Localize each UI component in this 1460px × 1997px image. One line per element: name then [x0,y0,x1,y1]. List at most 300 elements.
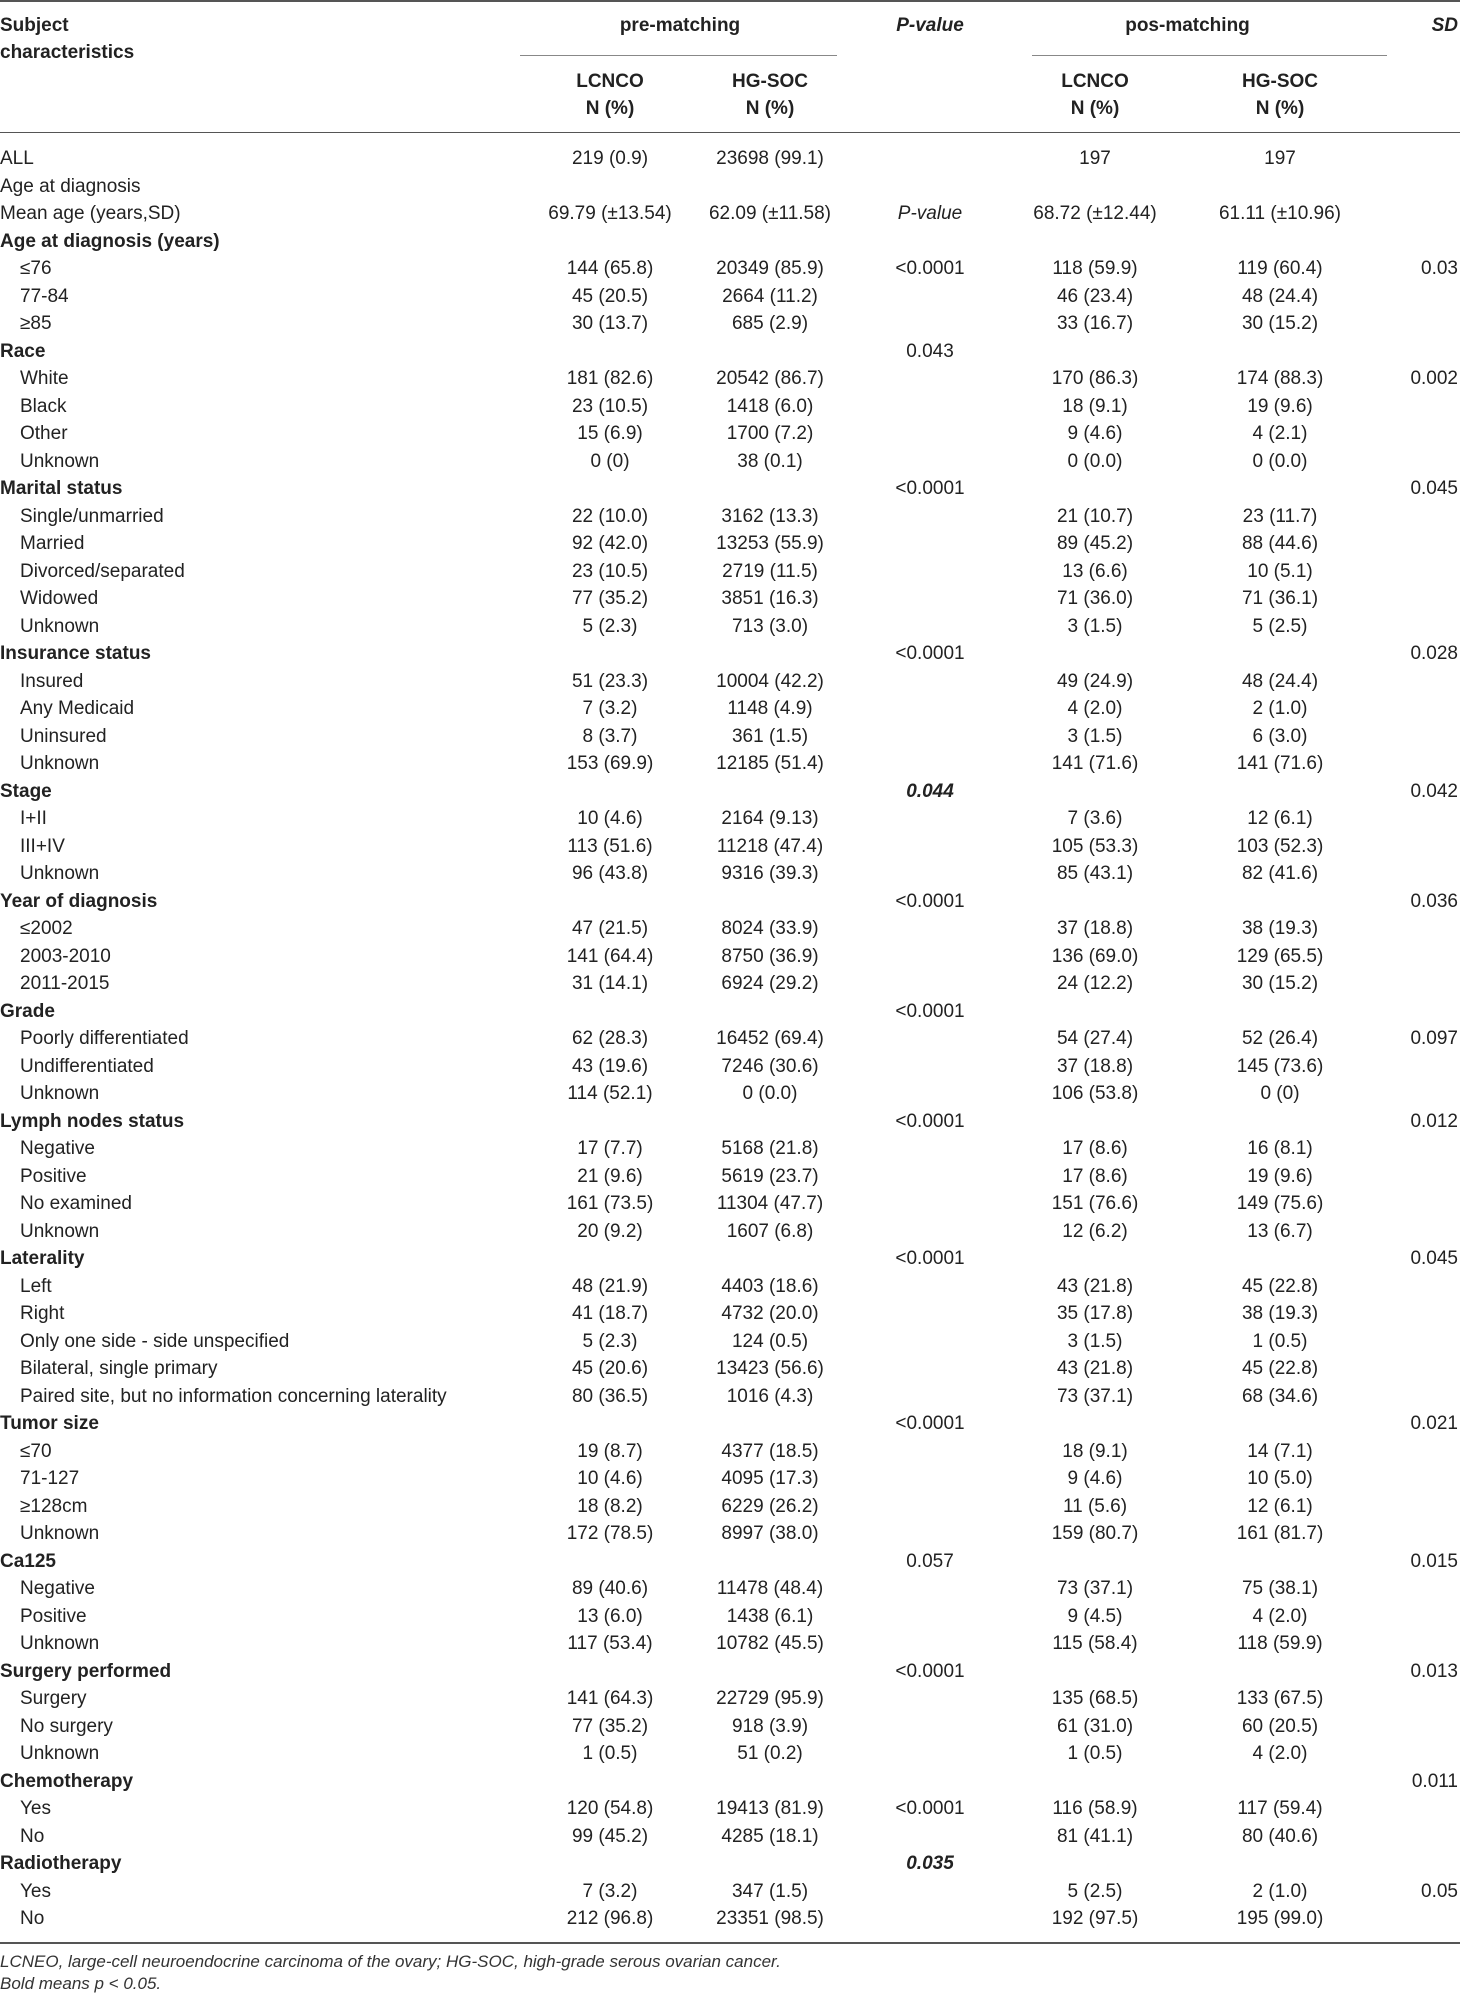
header-pre-lcnco [520,68,700,122]
cell-pre-hgsoc: 0 (0.0) [742,1083,798,1104]
cell-post-lcnco: 3 (1.5) [1067,1330,1123,1352]
row-label: Black [20,395,67,417]
cell-pre-hgsoc: 1148 (4.9) [727,698,813,719]
table-row [0,970,1460,998]
cell-post-hgsoc: 68 (34.6) [1241,1385,1319,1407]
table-row [0,1190,1460,1218]
table-row [0,1713,1460,1741]
table-row [0,860,1460,888]
table-row [0,530,1460,558]
cell-post-lcnco: 1 (0.5) [1067,1743,1123,1764]
cell-pre-lcnco: 23 (10.5) [571,395,649,417]
cell-sd: 0.045 [1410,1248,1458,1269]
table-section-row [0,1108,1460,1136]
cell-pre-hgsoc: 19413 (81.9) [716,1798,824,1819]
cell-post-lcnco: 24 (12.2) [1056,973,1134,994]
cell-pre-hgsoc: 7246 (30.6) [721,1055,819,1077]
cell-post-lcnco: 170 (86.3) [1051,368,1139,389]
cell-post-lcnco: 118 (59.9) [1052,258,1138,279]
cell-pre-hgsoc: 11218 (47.4) [716,835,824,857]
table-section-row [0,475,1460,503]
cell-post-lcnco: 9 (4.6) [1067,423,1123,444]
cell-pre-lcnco: 5 (2.3) [582,615,638,637]
table-row [0,1630,1460,1658]
row-label: ALL [0,148,34,169]
cell-post-hgsoc: 4 (2.0) [1252,1605,1308,1627]
cell-pre-hgsoc: 10782 (45.5) [716,1633,824,1654]
row-label: 77-84 [20,285,69,307]
cell-pre-lcnco: 212 (96.8) [566,1908,654,1929]
cell-sd: 0.013 [1410,1660,1458,1682]
row-label: Positive [20,1605,87,1627]
cell-pre-hgsoc: 1607 (6.8) [726,1220,814,1242]
cell-pre-lcnco: 10 (4.6) [577,1468,643,1489]
table-row [0,365,1460,393]
cell-pre-lcnco: 19 (8.7) [577,1440,643,1462]
cell-pre-hgsoc: 62.09 (±11.58) [708,203,832,224]
row-label: Widowed [20,588,99,609]
row-label: Unknown [20,1633,100,1654]
row-label: ≥128cm [20,1495,88,1517]
row-label: Unknown [20,1743,100,1764]
cell-pre-lcnco: 113 (51.6) [567,835,653,857]
row-label: Age at diagnosis (years) [0,230,220,252]
cell-pre-lcnco: 114 (52.1) [567,1083,653,1104]
cell-sd: 0.045 [1410,478,1458,499]
cell-post-lcnco: 13 (6.6) [1062,560,1128,582]
row-label: Poorly differentiated [20,1028,189,1049]
table-row [0,585,1460,613]
cell-pre-lcnco: 96 (43.8) [571,863,649,884]
header-pre-lcnco-label: LCNCO [576,71,644,92]
row-label: ≤70 [20,1440,52,1462]
cell-pre-hgsoc: 4377 (18.5) [721,1440,819,1462]
table-row [0,1823,1460,1851]
table-row [0,695,1460,723]
cell-post-lcnco: 17 (8.6) [1062,1138,1128,1159]
cell-p-value: 0.043 [906,340,954,362]
cell-sd: 0.05 [1421,1880,1458,1902]
cell-pre-hgsoc: 1700 (7.2) [726,423,814,444]
cell-pre-hgsoc: 1016 (4.3) [726,1385,814,1407]
table-row [0,1740,1460,1768]
cell-pre-lcnco: 89 (40.6) [571,1578,649,1599]
cell-post-hgsoc: 38 (19.3) [1241,918,1319,939]
row-label: Unknown [20,450,100,472]
cell-post-hgsoc: 71 (36.1) [1241,588,1319,609]
cell-post-hgsoc: 45 (22.8) [1241,1275,1319,1297]
header-pre-hgsoc-label: HG-SOC [732,71,808,92]
row-label: Unknown [20,1083,100,1104]
table-section-row [0,1658,1460,1686]
cell-pre-lcnco: 18 (8.2) [577,1495,643,1517]
table-row [0,1575,1460,1603]
cell-post-hgsoc: 48 (24.4) [1241,670,1319,692]
cell-pre-lcnco: 8 (3.7) [582,725,638,747]
cell-post-lcnco: 71 (36.0) [1056,588,1134,609]
cell-post-hgsoc: 10 (5.1) [1247,560,1313,582]
cell-pre-lcnco: 77 (35.2) [571,1715,649,1737]
cell-pre-hgsoc: 713 (3.0) [731,615,809,637]
cell-post-lcnco: 135 (68.5) [1051,1688,1139,1709]
cell-post-hgsoc: 195 (99.0) [1236,1908,1324,1929]
table-section-row [0,1850,1460,1878]
cell-p-value: <0.0001 [895,1660,965,1682]
row-label: No [20,1908,45,1929]
cell-pre-lcnco: 80 (36.5) [571,1385,649,1407]
table-section-row [0,1245,1460,1273]
table-row [0,668,1460,696]
cell-pre-lcnco: 15 (6.9) [577,423,643,444]
cell-post-lcnco: 17 (8.6) [1062,1165,1128,1187]
cell-pre-lcnco: 21 (9.6) [577,1165,643,1187]
row-label: Stage [0,780,52,802]
cell-pre-hgsoc: 4285 (18.1) [721,1825,819,1847]
row-label: No surgery [20,1715,113,1737]
cell-pre-lcnco: 5 (2.3) [582,1330,638,1352]
cell-post-lcnco: 43 (21.8) [1056,1358,1134,1379]
table-row [0,1383,1460,1411]
cell-pre-hgsoc: 20542 (86.7) [716,368,824,389]
row-label: 2011-2015 [20,973,110,994]
row-label: Chemotherapy [0,1770,134,1792]
table-row [0,503,1460,531]
row-label: 71-127 [20,1468,80,1489]
row-label: Married [20,533,85,554]
row-label: Any Medicaid [20,698,135,719]
table-row [0,1135,1460,1163]
row-label: No examined [20,1193,132,1214]
cell-post-lcnco: 151 (76.6) [1051,1193,1139,1214]
row-label: Paired site, but no information concerning laterality [20,1385,447,1407]
cell-pre-hgsoc: 16452 (69.4) [716,1028,824,1049]
table-section-row [0,640,1460,668]
cell-sd: 0.012 [1410,1110,1458,1132]
cell-pre-lcnco: 69.79 (±13.54) [548,203,672,224]
table-row [0,1520,1460,1548]
table-row [0,805,1460,833]
cell-post-lcnco: 33 (16.7) [1056,313,1134,334]
footnote-abbreviations: LCNEO, large-cell neuroendocrine carcinoma of the ovary; HG-SOC, high-grade serous ovarian cancer. [0,1952,781,1971]
cell-pre-hgsoc: 1418 (6.0) [726,395,814,417]
cell-post-hgsoc: 133 (67.5) [1236,1688,1324,1709]
row-label: Lymph nodes status [0,1110,185,1132]
cell-pre-lcnco: 144 (65.8) [566,258,654,279]
cell-post-hgsoc: 149 (75.6) [1236,1193,1324,1214]
cell-post-hgsoc: 197 [1264,148,1296,169]
cell-post-hgsoc: 1 (0.5) [1252,1330,1308,1352]
cell-pre-hgsoc: 4732 (20.0) [721,1303,819,1324]
cell-post-hgsoc: 14 (7.1) [1247,1440,1313,1462]
cell-post-hgsoc: 12 (6.1) [1247,1495,1313,1517]
row-label: Other [20,423,68,444]
cell-post-lcnco: 192 (97.5) [1051,1908,1139,1929]
cell-pre-hgsoc: 23351 (98.5) [716,1908,824,1929]
cell-pre-lcnco: 45 (20.5) [571,285,649,307]
row-label: Right [20,1303,65,1324]
table-row [0,558,1460,586]
table-row [0,1080,1460,1108]
row-label: Insured [20,670,84,692]
table-row [0,915,1460,943]
cell-post-lcnco: 9 (4.5) [1067,1605,1123,1627]
cell-p-value: 0.035 [906,1853,954,1874]
cell-post-lcnco: 105 (53.3) [1051,835,1139,857]
cell-post-hgsoc: 13 (6.7) [1247,1220,1313,1242]
cell-pre-lcnco: 51 (23.3) [571,670,649,692]
row-label: Yes [20,1798,51,1819]
cell-pre-lcnco: 20 (9.2) [577,1220,643,1242]
cell-post-hgsoc: 0 (0) [1260,1083,1300,1104]
header-pre-hgsoc [680,68,860,122]
cell-pre-hgsoc: 5168 (21.8) [721,1138,819,1159]
cell-pre-hgsoc: 6924 (29.2) [721,973,819,994]
row-label: Divorced/separated [20,560,185,582]
row-label: Mean age (years,SD) [0,203,181,224]
cell-post-hgsoc: 19 (9.6) [1247,1165,1313,1187]
cell-pre-hgsoc: 22729 (95.9) [716,1688,824,1709]
cell-pre-lcnco: 172 (78.5) [566,1523,654,1544]
cell-pre-hgsoc: 9316 (39.3) [721,863,819,884]
cell-pre-lcnco: 117 (53.4) [567,1633,653,1654]
header-pre-hgsoc-unit: N (%) [745,98,795,119]
cell-pre-lcnco: 10 (4.6) [577,808,643,829]
cell-sd: 0.042 [1410,780,1458,802]
cell-post-lcnco: 115 (58.4) [1052,1633,1138,1654]
table-row [0,1355,1460,1383]
header-pre-lcnco-unit: N (%) [585,98,635,119]
table-row [0,613,1460,641]
table-row [0,1273,1460,1301]
cell-pre-hgsoc: 2164 (9.13) [721,808,819,829]
row-label: Ca125 [0,1550,56,1572]
table-row [0,448,1460,476]
cell-pre-lcnco: 47 (21.5) [571,918,649,939]
table-row [0,310,1460,338]
row-label: Race [0,340,46,362]
cell-p-value: <0.0001 [895,643,965,664]
cell-post-hgsoc: 4 (2.1) [1252,423,1308,444]
cell-pre-lcnco: 31 (14.1) [571,973,649,994]
cell-post-hgsoc: 174 (88.3) [1236,368,1324,389]
cell-post-hgsoc: 75 (38.1) [1241,1578,1319,1599]
cell-pre-hgsoc: 4095 (17.3) [721,1468,819,1489]
cell-pre-lcnco: 62 (28.3) [571,1028,649,1049]
row-label: Tumor size [0,1413,99,1434]
table-row [0,1493,1460,1521]
cell-p-value: <0.0001 [895,1413,965,1434]
cell-pre-hgsoc: 8997 (38.0) [721,1523,819,1544]
table-row [0,145,1460,173]
row-label: Negative [20,1138,95,1159]
cell-post-hgsoc: 19 (9.6) [1247,395,1313,417]
row-label: White [20,368,69,389]
table-row [0,1025,1460,1053]
table-row [0,943,1460,971]
row-label: Surgery performed [0,1660,172,1682]
header-pre-matching: pre-matching [619,15,741,36]
table-row [0,833,1460,861]
cell-post-lcnco: 136 (69.0) [1051,945,1139,967]
header-rule [0,132,1460,133]
cell-post-lcnco: 3 (1.5) [1067,725,1123,747]
cell-post-hgsoc: 88 (44.6) [1241,533,1319,554]
cell-p-value: <0.0001 [895,1110,965,1132]
cell-post-lcnco: 11 (5.6) [1062,1495,1128,1517]
cell-pre-lcnco: 45 (20.6) [571,1358,649,1379]
cell-post-hgsoc: 82 (41.6) [1241,863,1319,884]
table-row [0,200,1460,228]
cell-post-lcnco: 37 (18.8) [1056,918,1134,939]
cell-post-hgsoc: 52 (26.4) [1241,1028,1319,1049]
cell-pre-hgsoc: 6229 (26.2) [721,1495,819,1517]
cell-post-hgsoc: 10 (5.0) [1247,1468,1313,1489]
header-subject: Subject characteristics [0,15,135,63]
table-row [0,1905,1460,1933]
row-label: ≤2002 [20,918,73,939]
cell-post-hgsoc: 5 (2.5) [1252,615,1308,637]
cell-post-hgsoc: 0 (0.0) [1252,450,1308,472]
cell-pre-hgsoc: 38 (0.1) [737,450,803,472]
cell-pre-lcnco: 13 (6.0) [577,1605,643,1627]
cell-post-hgsoc: 38 (19.3) [1241,1303,1319,1324]
cell-pre-hgsoc: 13423 (56.6) [716,1358,824,1379]
row-label: Undifferentiated [20,1055,154,1077]
cell-pre-hgsoc: 13253 (55.9) [716,533,824,554]
cell-post-lcnco: 12 (6.2) [1062,1220,1128,1242]
cell-p-value: <0.0001 [895,258,965,279]
cell-pre-lcnco: 1 (0.5) [582,1743,638,1764]
pre-matching-rule [520,55,837,56]
cell-post-lcnco: 35 (17.8) [1056,1303,1134,1324]
row-label: Unknown [20,1523,100,1544]
cell-pre-lcnco: 41 (18.7) [571,1303,649,1324]
cell-post-lcnco: 106 (53.8) [1051,1083,1139,1104]
table-row [0,1328,1460,1356]
cell-post-hgsoc: 30 (15.2) [1241,313,1319,334]
row-label: III+IV [20,835,65,857]
cell-p-value: 0.057 [906,1550,954,1572]
cell-post-lcnco: 4 (2.0) [1067,698,1123,719]
cell-p-value: <0.0001 [895,1798,965,1819]
row-label: Surgery [20,1688,87,1709]
cell-pre-hgsoc: 8750 (36.9) [721,945,819,967]
cell-sd: 0.028 [1410,643,1458,664]
cell-pre-hgsoc: 685 (2.9) [731,313,809,334]
cell-pre-hgsoc: 1438 (6.1) [726,1605,814,1627]
cell-pre-lcnco: 153 (69.9) [566,753,654,774]
table-section-row [0,1768,1460,1796]
cell-post-lcnco: 54 (27.4) [1056,1028,1134,1049]
cell-p-value: <0.0001 [895,1000,965,1022]
bottom-rule [0,1942,1460,1944]
cell-pre-lcnco: 30 (13.7) [571,313,649,334]
row-label: Only one side - side unspecified [20,1330,290,1352]
cell-pre-hgsoc: 124 (0.5) [731,1330,809,1352]
table-row [0,420,1460,448]
header-post-lcnco-unit: N (%) [1070,98,1120,119]
header-post-hgsoc [1190,68,1370,122]
header-post-hgsoc-unit: N (%) [1255,98,1305,119]
cell-sd: 0.021 [1410,1413,1458,1434]
table-row [0,1795,1460,1823]
row-label: Year of diagnosis [0,890,158,912]
table-section-row [0,778,1460,806]
cell-post-lcnco: 159 (80.7) [1051,1523,1139,1544]
cell-p-value: 0.044 [906,780,954,802]
cell-sd: 0.036 [1410,890,1458,912]
table-row [0,393,1460,421]
header-p-value: P-value [896,15,964,36]
table-section-row [0,338,1460,366]
pos-matching-rule [1032,55,1387,56]
cell-pre-hgsoc: 23698 (99.1) [716,148,824,169]
footnote-bold: Bold means p < 0.05. [0,1974,162,1993]
cell-post-lcnco: 197 [1079,148,1111,169]
cell-pre-lcnco: 17 (7.7) [577,1138,643,1159]
table-row [0,1163,1460,1191]
cell-post-hgsoc: 80 (40.6) [1241,1825,1319,1847]
table-row [0,1218,1460,1246]
cell-post-hgsoc: 117 (59.4) [1237,1798,1323,1819]
row-label: Grade [0,1000,55,1022]
cell-post-hgsoc: 48 (24.4) [1241,285,1319,307]
cell-pre-lcnco: 141 (64.3) [566,1688,654,1709]
cell-post-lcnco: 43 (21.8) [1056,1275,1134,1297]
cell-pre-hgsoc: 11304 (47.7) [716,1193,824,1214]
cell-post-hgsoc: 103 (52.3) [1236,835,1324,857]
row-label: Unknown [20,863,100,884]
table-row [0,1603,1460,1631]
cell-pre-hgsoc: 5619 (23.7) [721,1165,819,1187]
row-label: Bilateral, single primary [20,1358,218,1379]
cell-post-lcnco: 5 (2.5) [1067,1880,1123,1902]
table-row [0,1465,1460,1493]
cell-pre-hgsoc: 3162 (13.3) [721,505,819,527]
table-row [0,1685,1460,1713]
cell-p-value: <0.0001 [895,890,965,912]
row-label: Negative [20,1578,95,1599]
cell-pre-lcnco: 22 (10.0) [571,505,649,527]
cell-pre-lcnco: 48 (21.9) [571,1275,649,1297]
row-label: Marital status [0,478,123,499]
cell-sd: 0.015 [1410,1550,1458,1572]
cell-pre-hgsoc: 2664 (11.2) [722,285,818,307]
row-label: Unknown [20,1220,100,1242]
cell-post-hgsoc: 12 (6.1) [1247,808,1313,829]
cell-post-lcnco: 3 (1.5) [1067,615,1123,637]
row-label: ≥85 [20,313,52,334]
cell-post-hgsoc: 129 (65.5) [1236,945,1324,967]
table-section-row [0,1548,1460,1576]
header-pos-matching: pos-matching [1125,15,1250,36]
cell-pre-lcnco: 92 (42.0) [571,533,649,554]
cell-post-hgsoc: 118 (59.9) [1237,1633,1323,1654]
row-label: I+II [20,808,47,829]
header-sd: SD [1431,15,1458,36]
cell-pre-hgsoc: 20349 (85.9) [716,258,824,279]
cell-pre-hgsoc: 347 (1.5) [731,1880,809,1902]
table-row [0,723,1460,751]
top-rule [0,0,1460,2]
table-row [0,173,1460,201]
cell-post-hgsoc: 145 (73.6) [1236,1055,1324,1077]
cell-post-hgsoc: 4 (2.0) [1252,1743,1308,1764]
row-label: 2003-2010 [20,945,111,967]
cell-pre-hgsoc: 918 (3.9) [731,1715,809,1737]
cell-post-hgsoc: 2 (1.0) [1252,698,1308,719]
cell-post-hgsoc: 161 (81.7) [1236,1523,1324,1544]
